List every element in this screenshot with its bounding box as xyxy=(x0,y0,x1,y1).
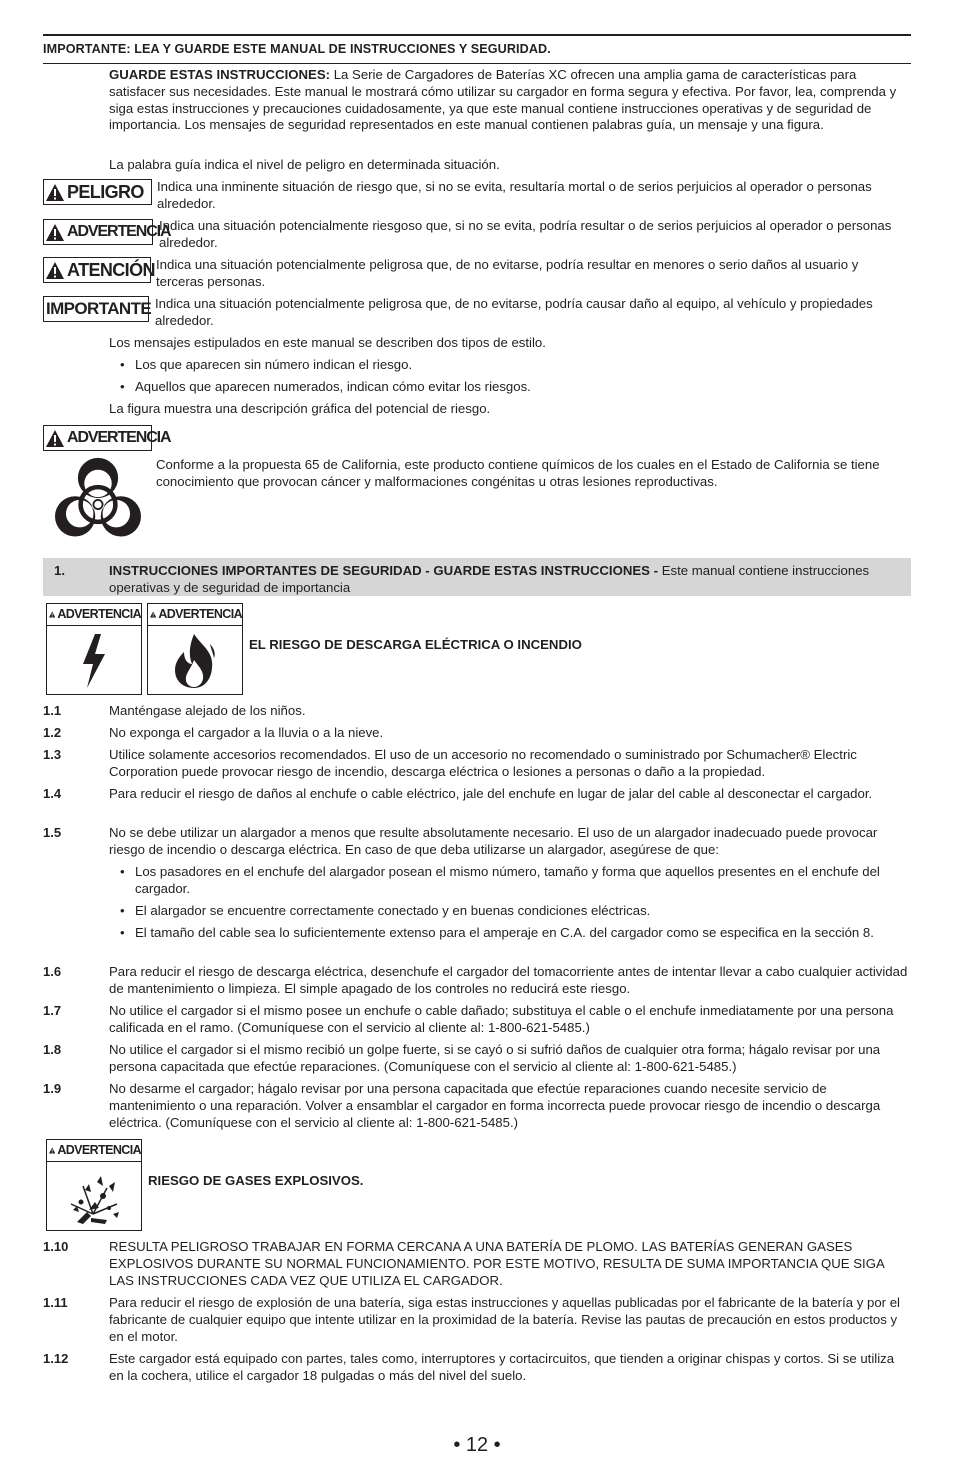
item-text: No exponga el cargador a la lluvia o a la nieve. xyxy=(109,725,384,740)
shock-warning-panel xyxy=(46,603,142,695)
signal-label: IMPORTANTE xyxy=(46,299,152,318)
intro-paragraph xyxy=(109,67,911,134)
explosion-warning-panel xyxy=(46,1139,142,1231)
signal-atencion xyxy=(43,257,155,283)
extension-cord-bullet: El tamaño del cable sea lo suficientemente extenso para el amperaje en C.A. del cargador como se especifica en la sección 8. xyxy=(135,925,874,940)
fire-warning-label: ADVERTENCIA xyxy=(148,604,242,626)
item-number: 1.6 xyxy=(43,964,62,979)
top-rule xyxy=(43,34,911,36)
figure-note: La figura muestra una descripción gráfica del potencial de riesgo. xyxy=(109,401,491,416)
bullet-marker: • xyxy=(120,903,125,918)
shock-warning-caption: EL RIESGO DE DESCARGA ELÉCTRICA O INCENDIO xyxy=(249,637,582,652)
lightning-bolt-icon xyxy=(47,626,140,693)
fire-warning-panel xyxy=(147,603,243,695)
section-number: 1. xyxy=(54,563,65,578)
warning-triangle-icon xyxy=(49,608,55,621)
warning-triangle-icon xyxy=(46,262,64,279)
item-number: 1.1 xyxy=(43,703,62,718)
section-1-banner xyxy=(43,558,911,596)
shock-warning-label: ADVERTENCIA xyxy=(47,604,141,626)
signal-label: ATENCIÓN xyxy=(67,260,155,280)
signal-atencion-text: Indica una situación potencialmente peligrosa que, de no evitarse, podría resultar en menores o serio daños al usuario y terceras personas. xyxy=(156,257,859,289)
signal-label: ADVERTENCIA xyxy=(67,223,171,240)
explosion-warning-caption: RIESGO DE GASES EXPLOSIVOS. xyxy=(148,1173,364,1188)
signal-label: PELIGRO xyxy=(67,182,144,202)
page-heading: IMPORTANTE: LEA Y GUARDE ESTE MANUAL DE INSTRUCCIONES Y SEGURIDAD. xyxy=(43,42,551,56)
warning-triangle-icon xyxy=(46,224,64,241)
prop65-text: Conforme a la propuesta 65 de California, este producto contiene químicos de los cuales en el Estado de California se tiene conocimiento que provocan cáncer y malformaciones congénitas u otras lesiones reproductivas. xyxy=(156,457,880,489)
item-text: No utilice el cargador si el mismo recibió un golpe fuerte, si se cayó o si sufrió daños de cualquier otra forma; hágalo revisar por una persona capacitada que efectúe reparaciones. (Comuníquese con el servicio al cliente al: 1-800-621-5485.) xyxy=(109,1042,881,1074)
signal-advertencia xyxy=(43,219,171,245)
item-text: RESULTA PELIGROSO TRABAJAR EN FORMA CERCANA A UNA BATERÍA DE PLOMO. LAS BATERÍAS GENERAN GASES EXPLOSIVOS DURANTE SU NORMAL FUNCIONAMIENTO. POR ESTE MOTIVO, RESULTA DE SUMA IMPORTANCIA QUE SIGA LAS INSTRUCCIONES CADA VEZ QUE UTILIZA EL CARGADOR. xyxy=(109,1239,885,1288)
item-text: Para reducir el riesgo de explosión de una batería, siga estas instrucciones y aquellas publicadas por el fabricante de la batería y por el fabricante de cualquier equipo que intente utilizar en la proximidad de la batería. Revise las pautas de precaución en estos productos y en el motor. xyxy=(109,1295,900,1344)
styles-bullet: Los que aparecen sin número indican el riesgo. xyxy=(135,357,413,372)
signal-peligro xyxy=(43,179,152,205)
item-number: 1.3 xyxy=(43,747,62,762)
item-number: 1.4 xyxy=(43,786,62,801)
explosion-icon xyxy=(47,1162,140,1229)
warning-triangle-icon xyxy=(46,430,64,447)
intro-lead: GUARDE ESTAS INSTRUCCIONES: xyxy=(109,67,331,82)
item-number: 1.8 xyxy=(43,1042,62,1057)
signal-peligro-text: Indica una inminente situación de riesgo que, si no se evita, resultaría mortal o de serios perjuicios al operador o personas alrededor. xyxy=(157,179,872,211)
section-title-text: Este manual contiene instrucciones operativas y de seguridad de importancia xyxy=(109,563,870,595)
warning-triangle-icon xyxy=(150,608,156,621)
item-number: 1.2 xyxy=(43,725,62,740)
bullet-marker: • xyxy=(120,864,125,879)
guide-word-note: La palabra guía indica el nivel de peligro en determinada situación. xyxy=(109,157,500,172)
bullet-marker: • xyxy=(120,379,125,394)
bullet-marker: • xyxy=(120,357,125,372)
item-text: No se debe utilizar un alargador a menos que resulte absolutamente necesario. El uso de un alargador inadecuado puede provocar riesgo de incendio o descarga eléctrica. En caso de que deba utilizarse un alargador, asegúrese de que: xyxy=(109,825,878,857)
bullet-marker: • xyxy=(120,925,125,940)
signal-importante xyxy=(43,296,152,322)
extension-cord-bullet: El alargador se encuentre correctamente conectado y en buenas condiciones eléctricas. xyxy=(135,903,651,918)
prop65-signal xyxy=(43,425,171,451)
section-title-bold: INSTRUCCIONES IMPORTANTES DE SEGURIDAD - GUARDE ESTAS INSTRUCCIONES - xyxy=(109,563,659,578)
item-number: 1.7 xyxy=(43,1003,62,1018)
item-number: 1.5 xyxy=(43,825,62,840)
signal-label: ADVERTENCIA xyxy=(67,429,171,446)
item-number: 1.12 xyxy=(43,1351,69,1366)
warning-triangle-icon xyxy=(46,184,64,201)
item-number: 1.10 xyxy=(43,1239,69,1254)
item-number: 1.11 xyxy=(43,1295,68,1310)
page-number: • 12 • xyxy=(453,1434,501,1456)
item-text: No utilice el cargador si el mismo posee un enchufe o cable dañado; substituya el cable o el enchufe inmediatamente por una persona calificada en el ramo. (Comuníquese con el servicio al cliente al: 1-800-621-5485.) xyxy=(109,1003,894,1035)
signal-importante-text: Indica una situación potencialmente peligrosa que, de no evitarse, podría causar daño al equipo, al vehículo y propiedades alrededor. xyxy=(155,296,873,328)
item-text: Para reducir el riesgo de daños al enchufe o cable eléctrico, jale del enchufe en lugar de jalar del cable al desconectar el cargador. xyxy=(109,786,873,801)
intro-text: La Serie de Cargadores de Baterías XC ofrecen una amplia gama de características para satisfacer sus necesidades. Este manual le mostrará cómo utilizar su cargador en forma segura y efectiva. Por favor, lea, comprenda y siga estas instrucciones y precauciones cuidadosamente, ya que este manual contiene instrucciones operativas y de seguridad de importancia. Los mensajes de seguridad representados en este manual contienen palabras guía, un mensaje y una figura. xyxy=(109,67,897,133)
heading-rule xyxy=(43,63,911,64)
biohazard-icon xyxy=(52,456,144,542)
item-text: Este cargador está equipado con partes, tales como, interruptores y cortacircuitos, que tienden a originar chispas y cortos. Si se utiliza en la cochera, utilice el cargador 18 pulgadas o más del nivel del suelo. xyxy=(109,1351,895,1383)
item-text: No desarme el cargador; hágalo revisar por una persona capacitada que efectúe reparaciones cuando necesite servicio de mantenimiento o una reparación. Volver a ensamblar el cargador en forma incorrecta puede provocar riesgo de incendio o descarga eléctrica. (Comuníquese con el servicio al cliente al: 1-800-621-5485.) xyxy=(109,1081,881,1130)
item-text: Para reducir el riesgo de descarga eléctrica, desenchufe el cargador del tomacorriente antes de intentar llevar a cabo cualquier actividad de mantenimiento o limpieza. El simple apagado de los controles no reducirá este riesgo. xyxy=(109,964,908,996)
signal-advertencia-text: Indica una situación potencialmente riesgoso que, si no se evita, podría resultar o de serios perjuicios al operador o personas alrededor. xyxy=(159,218,892,250)
item-number: 1.9 xyxy=(43,1081,62,1096)
fire-icon xyxy=(148,626,241,693)
explosion-warning-label: ADVERTENCIA xyxy=(47,1140,141,1162)
item-text: Utilice solamente accesorios recomendados. El uso de un accesorio no recomendado o suministrado por Schumacher® Electric Corporation puede provocar riesgo de incendio, descarga eléctrica o lesiones a personas o daño a la propiedad. xyxy=(109,747,857,779)
item-text: Manténgase alejado de los niños. xyxy=(109,703,306,718)
styles-intro: Los mensajes estipulados en este manual se describen dos tipos de estilo. xyxy=(109,335,546,350)
warning-triangle-icon xyxy=(49,1144,55,1157)
styles-bullet: Aquellos que aparecen numerados, indican cómo evitar los riesgos. xyxy=(135,379,531,394)
extension-cord-bullet: Los pasadores en el enchufe del alargador posean el mismo número, tamaño y forma que aquellos presentes en el enchufe del cargador. xyxy=(135,864,880,896)
section-title xyxy=(109,563,899,597)
